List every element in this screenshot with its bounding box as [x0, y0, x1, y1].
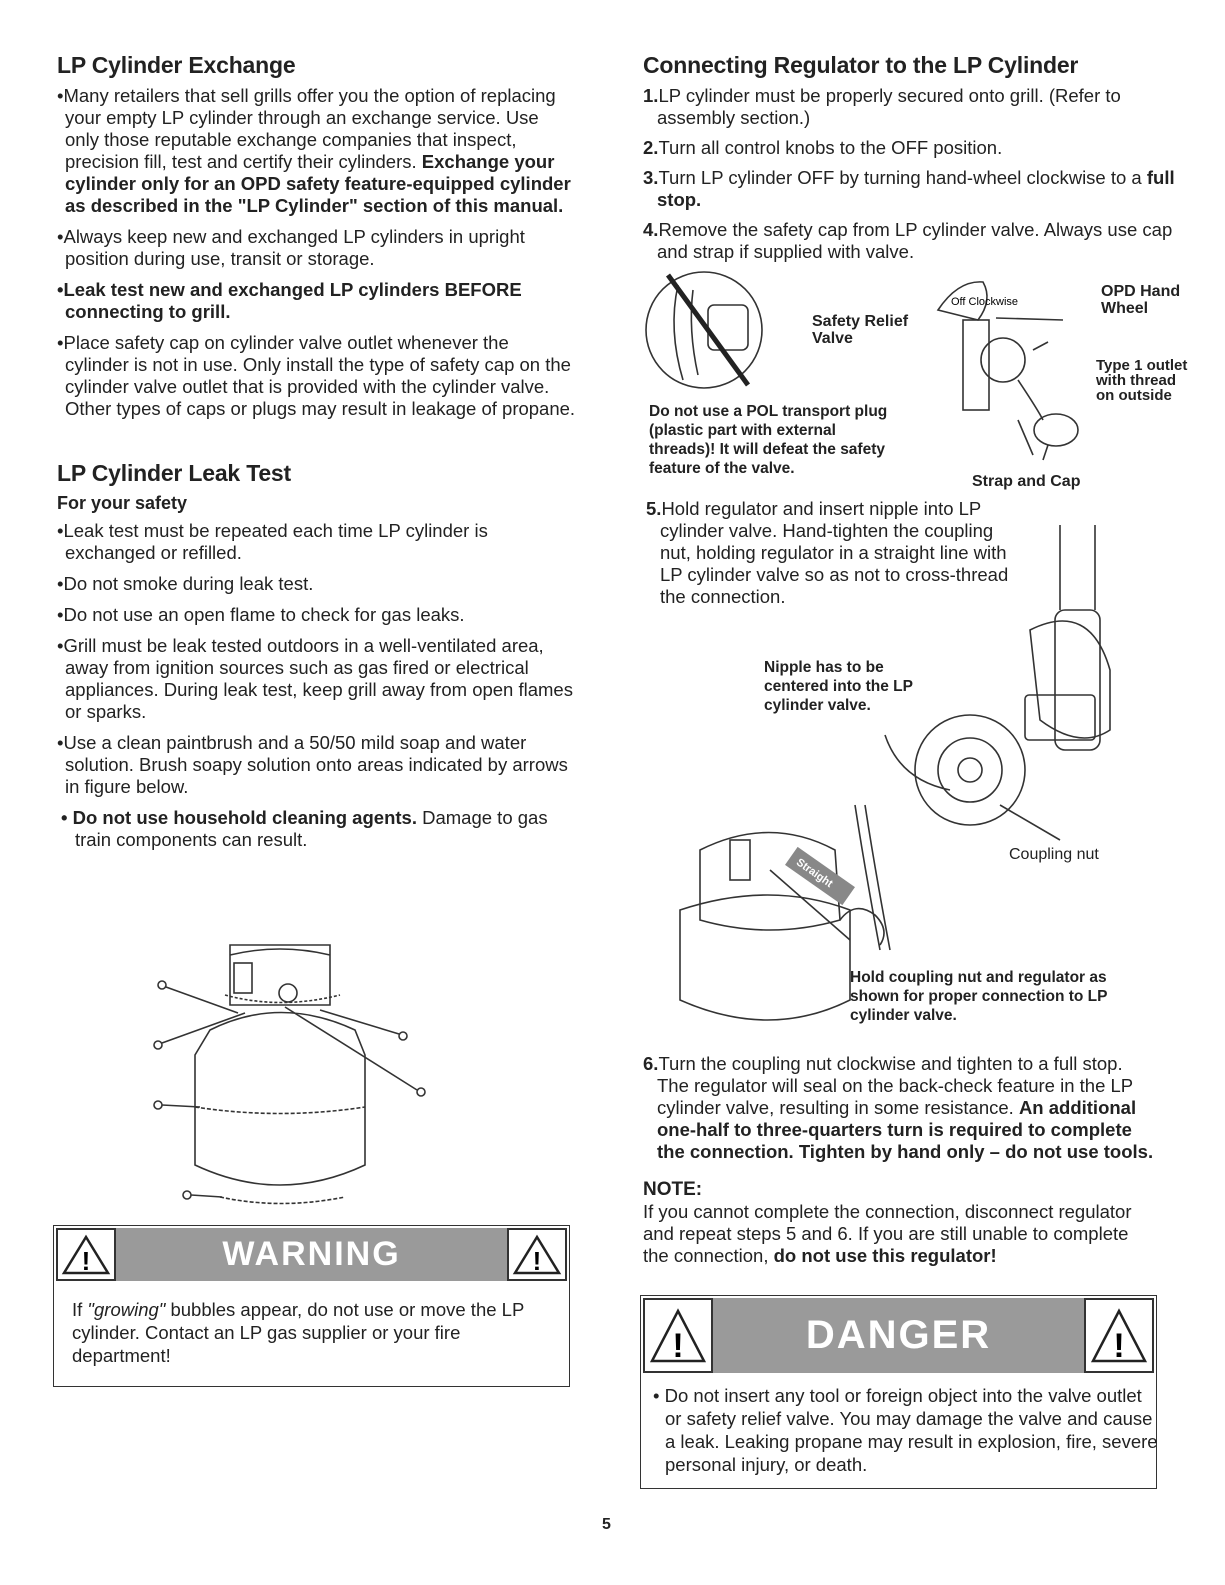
exchange-bullet-4: •Place safety cap on cylinder valve outlet whenever the cylinder is not in use. Only install the type of safety cap on the cylinder valve outlet that is provided with the cylinder valve. Other types of caps or plugs may result in leakage of propane.	[57, 332, 576, 419]
type1-outlet	[981, 338, 1025, 382]
coupling-nut	[915, 715, 1025, 825]
danger-triangle-icon	[1084, 1298, 1154, 1373]
leak-test-subtitle: For your safety	[57, 493, 188, 513]
regulator-body	[1055, 610, 1100, 750]
hose	[1060, 525, 1095, 610]
step-5: 5.Hold regulator and insert nipple into LP cylinder valve. Hand-tighten the coupling nut, holding regulator in a straight line with LP cylinder valve so as not to cross-thread the connection.	[646, 498, 1009, 607]
danger-box	[640, 1295, 1157, 1489]
exchange-title: LP Cylinder Exchange	[57, 52, 296, 78]
step-6-and-note	[643, 1053, 1158, 1267]
regulator-connection-figure	[670, 520, 1170, 1040]
step-2: 2.Turn all control knobs to the OFF position.	[643, 137, 1003, 158]
leak-bullet-4: •Grill must be leak tested outdoors in a well-ventilated area, away from ignition sources such as gas fired or electrical appliances. During leak test, keep grill away from open flames or sparks.	[57, 635, 573, 722]
hold-caption: Hold coupling nut and regulator as shown for proper connection to LP cylinder valve.	[850, 969, 1108, 1024]
leak-bullet-1: •Leak test must be repeated each time LP cylinder is exchanged or refilled.	[57, 520, 488, 563]
regulator-title: Connecting Regulator to the LP Cylinder	[643, 52, 1079, 78]
safety-relief-label: Safety Relief Valve	[812, 313, 909, 347]
svg-text:!: !	[1113, 1326, 1125, 1365]
note-title: NOTE:	[643, 1179, 703, 1200]
danger-banner	[643, 1298, 1154, 1373]
page-number: 5	[602, 1516, 611, 1533]
dial-label: Off Clockwise	[951, 296, 1019, 308]
step-6: 6.Turn the coupling nut clockwise and tighten to a full stop. The regulator will seal on the back-check feature in the LP cylinder valve, resulting in some resistance. An additional one-half to three-quarters turn is required to complete the connection. Tighten by hand only – do not use tools.	[643, 1053, 1154, 1162]
strap-cap-label: Strap and Cap	[972, 473, 1081, 490]
svg-text:!: !	[672, 1326, 684, 1365]
exchange-bullet-1: •Many retailers that sell grills offer you the option of replacing your empty LP cylinder through an exchange service. Use only those reputable exchange companies that inspect, precision fill, test and certify their cylinders. Exchange your cylinder only for an OPD safety feature-equipped cylinder as described in the "LP Cylinder" section of this manual.	[57, 85, 571, 216]
step-3: 3.Turn LP cylinder OFF by turning hand-wheel clockwise to a full stop.	[643, 167, 1175, 210]
danger-text: • Do not insert any tool or foreign object into the valve outlet or safety relief valve. You may damage the valve and cause a leak. Leaking propane may result in explosion, fire, severe personal injury, or death.	[653, 1385, 1158, 1475]
relief-valve-body	[708, 305, 748, 350]
warning-label: WARNING	[222, 1235, 401, 1273]
step-1: 1.LP cylinder must be properly secured onto grill. (Refer to assembly section.)	[643, 85, 1121, 128]
leak-bullet-3: •Do not use an open flame to check for gas leaks.	[57, 604, 465, 625]
leak-test-cylinder-illustration	[150, 935, 450, 1220]
collar-handle	[234, 963, 252, 993]
pol-warning-caption: Do not use a POL transport plug (plastic part with external threads)! It will defeat the safety feature of the valve.	[649, 403, 888, 477]
warning-triangle-icon	[56, 1228, 116, 1281]
nipple-caption: Nipple has to be centered into the LP cylinder valve.	[764, 659, 913, 714]
valve-stem	[963, 320, 989, 410]
leak-bullet-5: •Use a clean paintbrush and a 50/50 mild soap and water solution. Brush soapy solution onto areas indicated by arrows in figure below.	[57, 732, 568, 797]
cap	[1034, 414, 1078, 446]
warning-triangle-icon	[507, 1228, 567, 1281]
cylinder-body	[680, 895, 850, 1020]
svg-text:!: !	[532, 1245, 542, 1276]
warning-text: If "growing" bubbles appear, do not use or move the LP cylinder. Contact an LP gas supplier or your fire department!	[72, 1299, 524, 1366]
type1-outlet-label: Type 1 outlet with thread on outside	[1096, 357, 1188, 404]
leak-test-title: LP Cylinder Leak Test	[57, 460, 291, 486]
leak-bullet-6: • Do not use household cleaning agents. Damage to gas train components can result.	[61, 807, 548, 850]
warning-banner	[56, 1228, 567, 1281]
exchange-bullet-2: •Always keep new and exchanged LP cylinders in upright position during use, transit or storage.	[57, 226, 525, 269]
straight-label: Straight	[793, 856, 835, 891]
opd-hand-wheel-label: OPD Hand Wheel	[1101, 283, 1181, 317]
danger-label: DANGER	[805, 1313, 992, 1357]
warning-box	[53, 1225, 570, 1387]
cylinder-body	[195, 1013, 365, 1186]
note-text: If you cannot complete the connection, disconnect regulator and repeat steps 5 and 6. If you are still unable to complete the connection, do not use this regulator!	[643, 1201, 1132, 1266]
safety-relief-circle	[646, 272, 762, 388]
danger-triangle-icon	[643, 1298, 713, 1373]
svg-text:!: !	[81, 1245, 91, 1276]
step-4: 4.Remove the safety cap from LP cylinder valve. Always use cap and strap if supplied with valve.	[643, 219, 1173, 262]
left-column	[57, 52, 577, 860]
leak-bullet-2: •Do not smoke during leak test.	[57, 573, 314, 594]
right-column	[643, 52, 1183, 271]
exchange-bullet-3: •Leak test new and exchanged LP cylinders BEFORE connecting to grill.	[57, 279, 522, 322]
valve-outlet	[279, 984, 297, 1002]
coupling-nut-label: Coupling nut	[1009, 846, 1099, 863]
